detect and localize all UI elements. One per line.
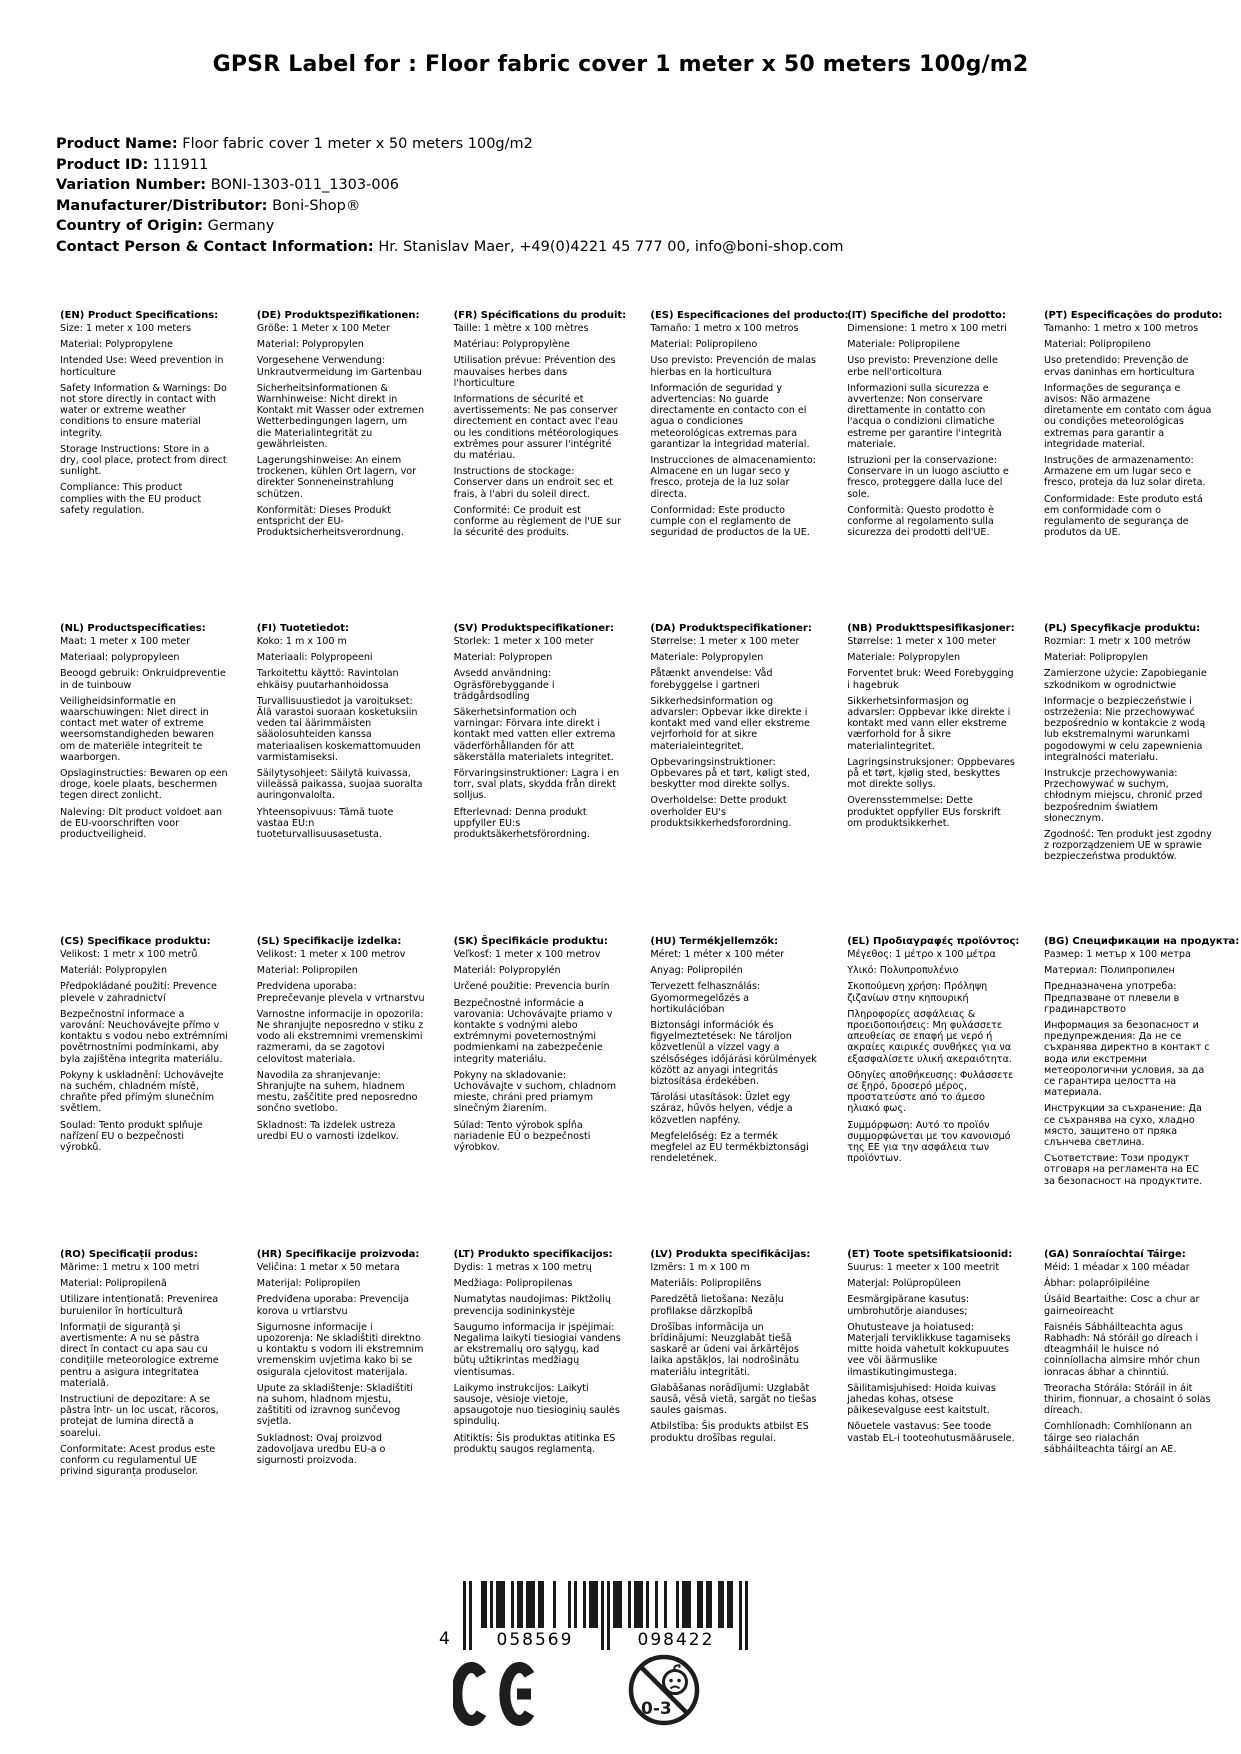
product-info-row [56,240,844,255]
lang-block-paragraph: Conformità: Questo prodotto è conforme al regolamento sulla sicurezza dei prodotti dell'UE. [847,504,995,539]
lang-block-el [847,936,1020,1249]
lang-block-paragraph: Navodila za shranjevanje: Shranjujte na suhem, hladnem mestu, zaščitite pred neposredno sončno svetlobo. [256,1069,418,1115]
lang-block-paragraph: Skladnost: Ta izdelek ustreza uredbi EU o varnosti izdelkov. [256,1119,399,1142]
lang-block-paragraph: Compliance: This product complies with the EU product safety regulation. [60,482,202,516]
lang-block-heading: (LV) Produkta specifikācijas: [650,1249,811,1260]
lang-block-hr [257,1249,425,1562]
lang-block-heading: (NB) Produkttspesifikasjoner: [847,623,1015,634]
lang-block-paragraph: Материал: Полипропилен [1043,965,1175,977]
lang-block-paragraph: Zamierzone użycie: Zapobieganie szkodnikom w ogrodnictwie [1043,668,1207,691]
lang-block-paragraph: Istruzioni per la conservazione: Conservare in un luogo asciutto e fresco, proteggere dalla luce del sole. [847,455,1009,500]
product-info-row [56,137,844,152]
lang-block-heading: (FR) Spécifications du produit: [453,310,627,321]
lang-block-paragraph: Sigurnosne informacije i upozorenja: Ne skladištiti direktno u kontaktu s vodom ili ekstremnim vremenskim uvjetima kako bi se osigurala cjelovitost materijala. [256,1321,424,1378]
lang-block-paragraph: Instructions de stockage: Conserver dans un endroit sec et frais, à l'abri du soleil direct. [453,466,614,500]
lang-block-paragraph: Overholdelse: Dette produkt overholder EU's produktsikkerhedsforordning. [650,795,792,829]
lang-block-da [650,623,818,936]
lang-block-fr [453,310,627,623]
lang-block-paragraph: Pokyny k uskladnění: Uchovávejte na suchém, chladném místě, chraňte před přímým slunečním světlem. [60,1069,224,1115]
lang-block-paragraph: Tarkoitettu käyttö: Ravintolan ehkäisy puutarhanhoidossa [256,668,399,691]
lang-block-paragraph: Veľkosť: 1 meter x 100 metrov [453,949,601,960]
lang-block-paragraph: Materiale: Polypropylen [847,652,961,664]
lang-block-paragraph: Conformité: Ce produit est conforme au règlement de l'UE sur la sécurité des produits. [453,504,622,539]
lang-block-it [847,310,1015,623]
lang-block-paragraph: Upute za skladištenje: Skladištiti na suhom, hladnom mjestu, zaštititi od izravnog sunčevog svjetla. [256,1382,413,1428]
lang-block-ga [1044,1249,1212,1562]
info-label: Product Name: [56,136,178,152]
lang-block-paragraph: Sikkerhedsinformation og advarsler: Opbevar ikke direkte i kontakt med vand eller ekstreme vejrforhold for at sikre materialeintegritet. [650,695,810,752]
lang-block-paragraph: Størrelse: 1 meter x 100 meter [650,636,800,647]
lang-block-heading: (GA) Sonraíochtaí Táirge: [1043,1249,1186,1260]
lang-block-paragraph: Materiaali: Polypropeeni [256,652,373,664]
lang-block-paragraph: Sukladnost: Ovaj proizvod zadovoljava uredbu EU-a o sigurnosti proizvoda. [256,1432,386,1467]
lang-block-paragraph: Material: Polypropen [453,652,553,664]
lang-block-paragraph: Säkerhetsinformation och varningar: Förvara inte direkt i kontakt med vatten eller extrema väderförhållanden för att säkerställa materialets integritet. [453,707,616,763]
lang-block-paragraph: Conformidade: Este produto está em conformidade com o regulamento de segurança de produtos da UE. [1043,493,1203,539]
lang-block-paragraph: Comhlíonadh: Comhlíonann an táirge seo rialachán sábháilteachta táirgí an AE. [1043,1421,1192,1455]
lang-block-paragraph: Drošības informācija un brīdinājumi: Neuzglabāt tiešā saskarē ar ūdeni vai ārkārtējos laika apstākļos, lai nodrošinātu materiālu integritāti. [650,1321,800,1378]
lang-block-heading: (ET) Toote spetsifikatsioonid: [847,1249,1013,1260]
barcode-digits-right: 098422 [637,1630,715,1650]
lang-block-paragraph: Beoogd gebruik: Onkruidpreventie in de tuinbouw [60,668,226,691]
lang-block-paragraph: Storage Instructions: Store in a dry, cool place, protect from direct sunlight. [60,443,227,478]
lang-block-paragraph: Material: Polypropylen [256,339,364,351]
lang-block-heading: (EL) Προδιαγραφές προϊόντος: [847,936,1020,947]
info-label: Contact Person & Contact Information: [56,238,374,255]
info-value: Boni-Shop® [267,197,361,214]
product-info-row [56,158,844,173]
lang-block-paragraph: Πληροφορίες ασφάλειας & προειδοποιήσεις: Μη φυλάσσετε απευθείας σε επαφή με νερό ή ακραίες καιρικές συνθήκες για να εξασφαλίσετε υλική ακεραιότητα. [847,1008,1012,1065]
lang-block-paragraph: Información de seguridad y advertencias: No guarde directamente en contacto con el agua o condiciones meteorológicas extremas para garantizar la integridad material. [650,382,810,450]
lang-block-paragraph: Veličina: 1 metar x 50 metara [256,1262,400,1273]
lang-block-bg [1043,936,1240,1249]
lang-block-paragraph: Instructiuni de depozitare: A se păstra într- un loc uscat, răcoros, protejat de lumina directă a soarelui. [60,1394,219,1439]
lang-block-paragraph: Medžiaga: Polipropilenas [453,1278,573,1290]
info-value: Germany [203,218,275,234]
lang-block-paragraph: Suurus: 1 meeter x 100 meetrit [847,1262,1000,1273]
lang-block-paragraph: Paredzētā lietošana: Nezāļu profilakse dārzkopībā [650,1294,784,1317]
lang-block-heading: (LT) Produkto specifikacijos: [453,1249,613,1260]
lang-block-pl [1044,623,1212,936]
lang-block-paragraph: Konformität: Dieses Produkt entspricht der EU-Produktsicherheitsverordnung. [256,504,405,539]
lang-block-ro [60,1249,228,1562]
lang-block-paragraph: Υλικό: Πολυπροπυλένιο [847,965,959,977]
lang-block-paragraph: Materiál: Polypropylén [453,965,561,977]
lang-block-paragraph: Sikkerhetsinformasjon og advarsler: Oppbevar ikke direkte i kontakt med vann eller ekstreme værforhold for å sikre materialintegritet. [847,695,1011,752]
lang-block-heading: (ES) Especificaciones del producto: [650,310,849,321]
lang-block-paragraph: Μέγεθος: 1 μέτρο x 100 μέτρα [847,949,996,960]
lang-block-paragraph: Σκοπούμενη χρήση: Πρόληψη ζιζανίων στην κηπουρική [847,981,988,1004]
lang-block-paragraph: Megfelelőség: Ez a termék megfelel az EU termékbiztonsági rendeletének. [650,1130,809,1165]
lang-block-paragraph: Tamanho: 1 metro x 100 metros [1043,323,1199,334]
lang-block-nl [60,623,228,936]
lang-block-paragraph: Biztonsági információk és figyelmeztetések: Ne tároljon közvetlenül a vízzel vagy a szélsőséges időjárási körülmények között az anyagi integritás biztosítása érdekében. [650,1020,817,1088]
lang-block-paragraph: Opslaginstructies: Bewaren op een droge, koele plaats, beschermen tegen direct zonlicht. [60,768,228,802]
lang-block-paragraph: Размер: 1 метър x 100 метра [1043,949,1191,960]
lang-block-paragraph: Izmērs: 1 m x 100 m [650,1262,750,1273]
lang-block-paragraph: Materiaal: polypropyleen [60,652,180,664]
lang-block-paragraph: Größe: 1 Meter x 100 Meter [256,323,390,334]
lang-block-paragraph: Eesmärgipärane kasutus: umbrohutõrje aianduses; [847,1294,970,1317]
lang-block-paragraph: Anyag: Polipropilén [650,965,743,977]
lang-block-heading: (PT) Especificações do produto: [1043,310,1223,321]
lang-block-paragraph: Size: 1 meter x 100 meters [60,323,191,334]
lang-block-paragraph: Sicherheitsinformationen & Warnhinweise: Nicht direkt in Kontakt mit Wasser oder extremen Wetterbedingungen lagern, um die Materialintegrität zu gewährleisten. [256,382,425,450]
info-label: Product ID: [56,156,149,173]
lang-block-heading: (HR) Specifikacije proizvoda: [256,1249,420,1260]
lang-block-paragraph: Matériau: Polypropylène [453,339,570,351]
language-grid [60,310,1241,1562]
lang-block-paragraph: Информация за безопасност и предупреждения: Да не се съхранява директно в контакт с вода или екстремни метеорологични условия, за да се гарантира целостта на материала. [1043,1020,1210,1099]
lang-block-hu [650,936,818,1249]
lang-block-paragraph: Predviđena uporaba: Prevencija korova u vrtlarstvu [256,1294,409,1317]
lang-block-paragraph: Dydis: 1 metras x 100 metrų [453,1262,592,1273]
lang-block-paragraph: Materiale: Polypropylen [650,652,764,664]
lang-block-paragraph: Intended Use: Weed prevention in horticulture [60,355,224,378]
lang-block-paragraph: Dimensione: 1 metro x 100 metri [847,323,1007,334]
lang-block-paragraph: Съответствие: Този продукт отговаря на регламента на ЕС за безопасност на продуктите. [1043,1153,1203,1187]
info-value: 111911 [148,156,209,173]
age-warning-0-3-icon [626,1652,702,1728]
lang-block-paragraph: Ábhar: polapróipiléine [1043,1278,1150,1290]
lang-block-heading: (DE) Produktspezifikationen: [256,310,420,321]
ce-mark-icon [453,1662,541,1726]
lang-block-paragraph: Soulad: Tento produkt splňuje nařízení EU o bezpečnosti výrobků. [60,1119,203,1154]
lang-block-cs [60,936,228,1249]
lang-block-paragraph: Utilizare intenționată: Prevenirea buruienilor în horticultură [60,1294,219,1317]
lang-block-paragraph: Faisnéis Sábháilteachta agus Rabhadh: Ná stóráil go díreach i dteagmháil le huisce nó coinníollacha aimsire mhór chun ionracas ábhar a chinntiú. [1043,1321,1201,1378]
lang-block-de [257,310,425,623]
lang-block-paragraph: Méid: 1 méadar x 100 méadar [1043,1262,1190,1273]
lang-block-paragraph: Bezpečnostné informácie a varovania: Uchovávajte priamo v kontakte s vodnými alebo extrémnymi poveternostnými podmienkami na zabezpečenie integrity materiálu. [453,997,613,1065]
lang-block-paragraph: Velikost: 1 metr x 100 metrů [60,949,198,960]
barcode [437,1581,749,1653]
lang-block-paragraph: Ohutusteave ja hoiatused: Materjali terviklikkuse tagamiseks mitte hoida vahetult kokkupuutes vee või äärmuslike ilmastikutingimustega. [847,1321,1011,1378]
lang-block-paragraph: Säilytysohjeet: Säilytä kuivassa, viileässä paikassa, suojaa suoralta auringonvalolta. [256,768,423,802]
lang-block-paragraph: Vorgesehene Verwendung: Unkrautvermeidung im Gartenbau [256,355,422,378]
lang-block-paragraph: Koko: 1 m x 100 m [256,636,347,647]
lang-block-sl [257,936,425,1249]
lang-block-es [650,310,849,623]
lang-block-paragraph: Lagringsinstruksjoner: Oppbevares på et tørt, kjølig sted, beskyttes mot direkte sollys. [847,756,1015,791]
barcode-digit-prefix: 4 [439,1629,450,1649]
lang-block-paragraph: Laikymo instrukcijos: Laikyti sausoje, vėsioje vietoje, apsaugotoje nuo tiesioginių saulės spindulių. [453,1382,620,1428]
lang-block-paragraph: Materiāls: Polipropilēns [650,1278,762,1290]
lang-block-heading: (RO) Specificații produs: [60,1249,198,1260]
product-info-row [56,178,844,193]
lang-block-paragraph: Súlad: Tento výrobok spĺňa nariadenie EÚ o bezpečnosti výrobkov. [453,1119,591,1154]
lang-block-paragraph: Påtænkt anvendelse: Våd forebyggelse i gartneri [650,668,773,691]
lang-block-paragraph: Efterlevnad: Denna produkt uppfyller EU:s produktsäkerhetsförordning. [453,806,590,841]
lang-block-paragraph: Material: Polipropilen [256,965,358,977]
lang-block-heading: (CS) Specifikace produktu: [60,936,211,947]
lang-block-paragraph: Informations de sécurité et avertissements: Ne pas conserver directement en contact avec l'eau ou les conditions météorologiques extrêmes pour assurer l'intégrité du matériau. [453,394,619,462]
lang-block-en [60,310,228,623]
lang-block-paragraph: Taille: 1 mètre x 100 mètres [453,323,589,334]
lang-block-paragraph: Инструкции за съхранение: Да се съхранява на сухо, хладно място, защитено от пряка слънчева светлина. [1043,1103,1202,1149]
info-label: Manufacturer/Distributor: [56,197,268,214]
lang-block-paragraph: Glabāšanas norādījumi: Uzglabāt sausā, vēsā vietā, sargāt no tiešas saules gaismas. [650,1382,817,1417]
lang-block-heading: (FI) Tuotetiedot: [256,623,350,634]
lang-block-sv [454,623,622,936]
lang-block-paragraph: Tárolási utasítások: Üzlet egy száraz, hűvös helyen, védje a közvetlen napfény. [650,1092,793,1126]
lang-block-paragraph: Säilitamisjuhised: Hoida kuivas jahedas kohas, otsese päikesevalguse eest kaitstult. [847,1382,996,1417]
lang-block-paragraph: Informações de segurança e avisos: Não armazene diretamente em contato com água ou condições meteorológicas extremas para garantir a integridade material. [1043,382,1212,450]
lang-block-paragraph: Treoracha Stórála: Stóráil in áit thirim, fionnuar, a chosaint ó solas díreach. [1043,1382,1211,1417]
lang-block-paragraph: Nõuetele vastavus: See toode vastab EL-i tooteohutusmäärusele. [847,1421,1015,1444]
lang-block-paragraph: Veiligheidsinformatie en waarschuwingen: Niet direct in contact met water of extreme weersomstandigheden bewaren om de materiële integriteit te waarborgen. [60,695,214,763]
barcode-digits-left: 058569 [496,1630,574,1650]
lang-block-heading: (SV) Produktspecifikationer: [453,623,614,634]
lang-block-paragraph: Uso pretendido: Prevenção de ervas daninhas em horticultura [1043,355,1195,378]
lang-block-paragraph: Numatytas naudojimas: Piktžolių prevencija sodininkystėje [453,1294,611,1317]
lang-block-heading: (SL) Specifikacije izdelka: [256,936,402,947]
lang-block-paragraph: Förvaringsinstruktioner: Lagra i en torr, sval plats, skydda från direkt solljus. [453,768,620,802]
lang-block-paragraph: Bezpečnostní informace a varování: Neuchovávejte přímo v kontaktu s vodou nebo extrémními povětrnostními podmínkami, aby byla zajištěna integrita materiálu. [60,1008,228,1065]
lang-block-paragraph: Opbevaringsinstruktioner: Opbevares på et tørt, køligt sted, beskytter mod direkte sollys. [650,756,810,791]
lang-block-paragraph: Turvallisuustiedot ja varoitukset: Älä varastoi suoraan kosketuksiin veden tai äärimmäisten sääolosuhteiden kanssa materiaalisen koskemattomuuden varmistamiseksi. [256,695,421,763]
lang-block-sk [454,936,622,1249]
lang-block-et [847,1249,1015,1562]
lang-block-paragraph: Materiale: Polipropilene [847,339,960,351]
lang-block-paragraph: Utilisation prévue: Prévention des mauvaises herbes dans l'horticulture [453,355,616,389]
lang-block-paragraph: Varnostne informacije in opozorila: Ne shranjujte neposredno v stiku z vodo ali ekstremnimi vremenskimi razmerami, da se zagotovi celovitost materiala. [256,1008,424,1065]
lang-block-paragraph: Instrucciones de almacenamiento: Almacene en un lugar seco y fresco, proteja de la luz solar directa. [650,455,817,500]
lang-block-paragraph: Safety Information & Warnings: Do not store directly in contact with water or extreme weather conditions to ensure material integrity. [60,382,227,439]
lang-block-paragraph: Predvidena uporaba: Preprečevanje plevela v vrtnarstvu [256,981,425,1004]
lang-block-paragraph: Conformitate: Acest produs este conform cu regulamentul UE privind siguranța produselor. [60,1443,216,1478]
product-info-row [56,219,844,234]
lang-block-paragraph: Atbilstība: Šis produkts atbilst ES produktu drošības regulai. [650,1421,809,1444]
lang-block-paragraph: Forventet bruk: Weed Forebygging i hagebruk [847,668,1014,691]
lang-block-heading: (PL) Specyfikacje produktu: [1043,623,1201,634]
lang-block-paragraph: Méret: 1 méter x 100 méter [650,949,785,960]
product-info-row [56,199,844,214]
lang-block-paragraph: Určené použitie: Prevencia burín [453,981,610,993]
lang-block-paragraph: Instruções de armazenamento: Armazene em um lugar seco e fresco, proteja da luz solar direta. [1043,455,1206,489]
lang-block-paragraph: Materijal: Polipropilen [256,1278,361,1290]
lang-block-paragraph: Overensstemmelse: Dette produktet oppfyller EUs forskrift om produktsikkerhet. [847,795,1001,829]
age-warning-label: 0-3 [641,1699,672,1719]
product-info [56,137,844,260]
lang-block-paragraph: Saugumo informacija ir įspėjimai: Negalima laikyti tiesiogiai vandens ar ekstremalių oro sąlygų, kad būtų užtikrintas medžiagų vientisumas. [453,1321,621,1378]
lang-block-paragraph: Tamaño: 1 metro x 100 metros [650,323,799,334]
lang-block-paragraph: Предназначена употреба: Предпазване от плевели в градинарството [1043,981,1180,1015]
lang-block-paragraph: Materiál: Polypropylen [60,965,168,977]
lang-block-paragraph: Uso previsto: Prevención de malas hierbas en la horticultura [650,355,816,378]
info-value: Hr. Stanislav Maer, +49(0)4221 45 777 00, info@boni-shop.com [373,238,844,255]
info-value: BONI-1303-011_1303-006 [206,177,400,193]
lang-block-paragraph: Uso previsto: Prevenzione delle erbe nell'orticoltura [847,355,998,378]
lang-block-paragraph: Rozmiar: 1 metr x 100 metrów [1043,636,1191,647]
lang-block-heading: (EN) Product Specifications: [60,310,219,321]
lang-block-paragraph: Material: Polipropileno [1043,339,1151,351]
lang-block-paragraph: Material: Polipropileno [650,339,758,351]
page-title: GPSR Label for : Floor fabric cover 1 meter x 50 meters 100g/m2 [212,52,1029,77]
lang-block-paragraph: Avsedd användning: Ogräsförebyggande i trädgårdsodling [453,668,555,702]
lang-block-paragraph: Informații de siguranță și avertismente: A nu se păstra direct în contact cu apa sau cu condițiile meteorologice extreme pentru a asigura integritatea materială. [60,1321,219,1389]
lang-block-paragraph: Informacje o bezpieczeństwie i ostrzeżenia: Nie przechowywać bezpośrednio w kontakcie z wodą lub ekstremalnymi warunkami pogodowymi w celu zapewnienia integralności materiału. [1043,695,1206,763]
lang-block-paragraph: Atitiktis: Šis produktas atitinka ES produktų saugos reglamentą. [453,1432,616,1455]
lang-block-paragraph: Informazioni sulla sicurezza e avvertenze: Non conservare direttamente in contatto con l'acqua o condizioni climatiche estreme per garantire l'integrità materiale. [847,382,1002,450]
lang-block-heading: (SK) Špecifikácie produktu: [453,936,608,947]
baby-face-icon [664,1665,687,1693]
info-label: Variation Number: [56,177,207,193]
lang-block-paragraph: Materiał: Polipropylen [1043,652,1149,664]
lang-block-paragraph: Pokyny na skladovanie: Uchovávajte v suchom, chladnom mieste, chráni pred priamym slnečným žiarením. [453,1069,617,1115]
lang-block-paragraph: Předpokládané použití: Prevence plevele v zahradnictví [60,981,217,1004]
lang-block-heading: (IT) Specifiche del prodotto: [847,310,1006,321]
lang-block-heading: (DA) Produktspecifikationer: [650,623,812,634]
lang-block-lv [650,1249,818,1562]
lang-block-paragraph: Material: Polipropilenă [60,1278,167,1290]
lang-block-paragraph: Storlek: 1 meter x 100 meter [453,636,594,647]
lang-block-paragraph: Οδηγίες αποθήκευσης: Φυλάσσετε σε ξηρό, δροσερό μέρος, προστατεύστε από το άμεσο ηλιακό φως. [847,1069,1014,1115]
lang-block-paragraph: Úsáid Beartaithe: Cosc a chur ar gairneoireacht [1043,1294,1200,1317]
lang-block-paragraph: Maat: 1 meter x 100 meter [60,636,191,647]
lang-block-paragraph: Velikost: 1 meter x 100 metrov [256,949,406,960]
lang-block-paragraph: Materjal: Polüpropüleen [847,1278,961,1290]
lang-block-paragraph: Mărime: 1 metru x 100 metri [60,1262,200,1273]
info-value: Floor fabric cover 1 meter x 50 meters 100g/m2 [177,136,533,152]
lang-block-paragraph: Naleving: Dit product voldoet aan de EU-voorschriften voor productveiligheid. [60,806,222,841]
info-label: Country of Origin: [56,218,204,234]
lang-block-paragraph: Zgodność: Ten produkt jest zgodny z rozporządzeniem UE w sprawie bezpieczeństwa produktów. [1043,829,1212,863]
lang-block-paragraph: Συμμόρφωση: Αυτό το προϊόν συμμορφώνεται με τον κανονισμό της ΕΕ για την ασφάλεια των προϊόντων. [847,1119,1011,1165]
lang-block-paragraph: Tervezett felhasználás: Gyomormegelőzés a hortikulációban [650,981,761,1015]
lang-block-paragraph: Conformidad: Este producto cumple con el reglamento de seguridad de productos de la UE. [650,504,810,539]
lang-block-paragraph: Lagerungshinweise: An einem trockenen, kühlen Ort lagern, vor direkter Sonneneinstrahlung schützen. [256,455,417,500]
lang-block-lt [454,1249,622,1562]
lang-block-heading: (BG) Спецификации на продукта: [1043,936,1240,947]
lang-block-heading: (HU) Termékjellemzők: [650,936,779,947]
lang-block-paragraph: Yhteensopivuus: Tämä tuote vastaa EU:n tuoteturvallisuusasetusta. [256,806,394,841]
lang-block-heading: (NL) Productspecificaties: [60,623,206,634]
lang-block-paragraph: Størrelse: 1 meter x 100 meter [847,636,997,647]
lang-block-pt [1043,310,1223,623]
lang-block-fi [257,623,425,936]
lang-block-paragraph: Instrukcje przechowywania: Przechowywać w suchym, chłodnym miejscu, chronić przed bezpośrednim światłem słonecznym. [1043,768,1203,824]
lang-block-paragraph: Material: Polypropylene [60,339,173,351]
lang-block-nb [847,623,1015,936]
